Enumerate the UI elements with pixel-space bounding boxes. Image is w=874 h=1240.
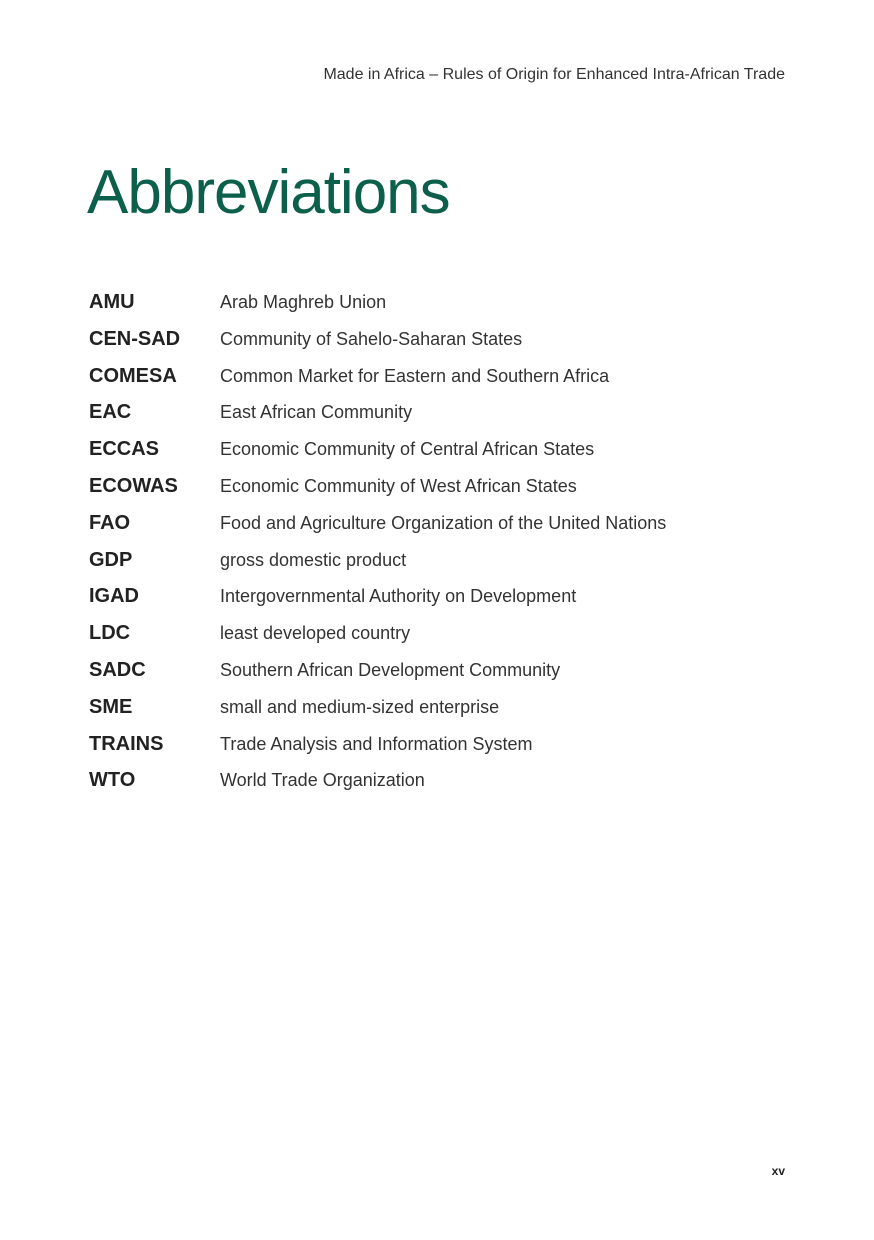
abbreviation-row [89, 696, 809, 733]
abbreviation-definition: East African Community [220, 402, 413, 423]
abbreviation-term: ECOWAS [89, 474, 178, 497]
abbreviation-term: IGAD [89, 585, 139, 608]
abbreviation-term: SADC [89, 658, 146, 681]
abbreviation-definition: small and medium-sized enterprise [220, 696, 500, 717]
abbreviation-definition: Trade Analysis and Information System [220, 733, 533, 754]
abbreviation-definition: gross domestic product [220, 549, 407, 570]
abbreviation-definition: Intergovernmental Authority on Development [220, 586, 577, 607]
running-header: Made in Africa – Rules of Origin for Enhanced Intra-African Trade [323, 66, 785, 83]
abbreviation-term: EAC [89, 401, 132, 424]
abbreviation-definition: World Trade Organization [220, 770, 425, 791]
abbreviation-row [89, 475, 809, 512]
abbreviation-term: ECCAS [89, 438, 160, 461]
abbreviation-definition: Economic Community of Central African States [220, 439, 595, 460]
abbreviation-row [89, 512, 809, 549]
abbreviation-definition: Economic Community of West African States [220, 475, 577, 496]
abbreviation-row [89, 401, 809, 438]
abbreviation-term: GDP [89, 548, 133, 571]
abbreviation-definition: Southern African Development Community [220, 659, 561, 680]
abbreviation-definition: least developed country [220, 623, 411, 644]
abbreviation-term: SME [89, 695, 133, 718]
abbreviation-term: LDC [89, 622, 131, 645]
abbreviation-row [89, 549, 809, 586]
abbreviation-row [89, 438, 809, 475]
abbreviation-term: CEN-SAD [89, 327, 181, 350]
abbreviation-row [89, 291, 809, 328]
abbreviation-list [89, 291, 809, 806]
abbreviation-term: AMU [89, 291, 135, 313]
abbreviation-row [89, 769, 809, 806]
abbreviation-term: TRAINS [89, 732, 164, 755]
abbreviation-definition: Community of Sahelo-Saharan States [220, 328, 523, 349]
abbreviation-row [89, 733, 809, 770]
page-number: xv [771, 1164, 785, 1178]
abbreviation-term: WTO [89, 769, 136, 792]
abbreviation-definition: Common Market for Eastern and Southern Africa [220, 365, 610, 386]
page-title: Abbreviations [87, 158, 450, 227]
abbreviation-term: COMESA [89, 364, 177, 387]
abbreviation-term: FAO [89, 511, 131, 534]
abbreviation-row [89, 585, 809, 622]
abbreviation-row [89, 622, 809, 659]
abbreviation-row [89, 365, 809, 402]
abbreviation-row [89, 659, 809, 696]
abbreviation-definition: Arab Maghreb Union [220, 292, 387, 312]
abbreviation-row [89, 328, 809, 365]
abbreviation-definition: Food and Agriculture Organization of the United Nations [220, 512, 667, 533]
